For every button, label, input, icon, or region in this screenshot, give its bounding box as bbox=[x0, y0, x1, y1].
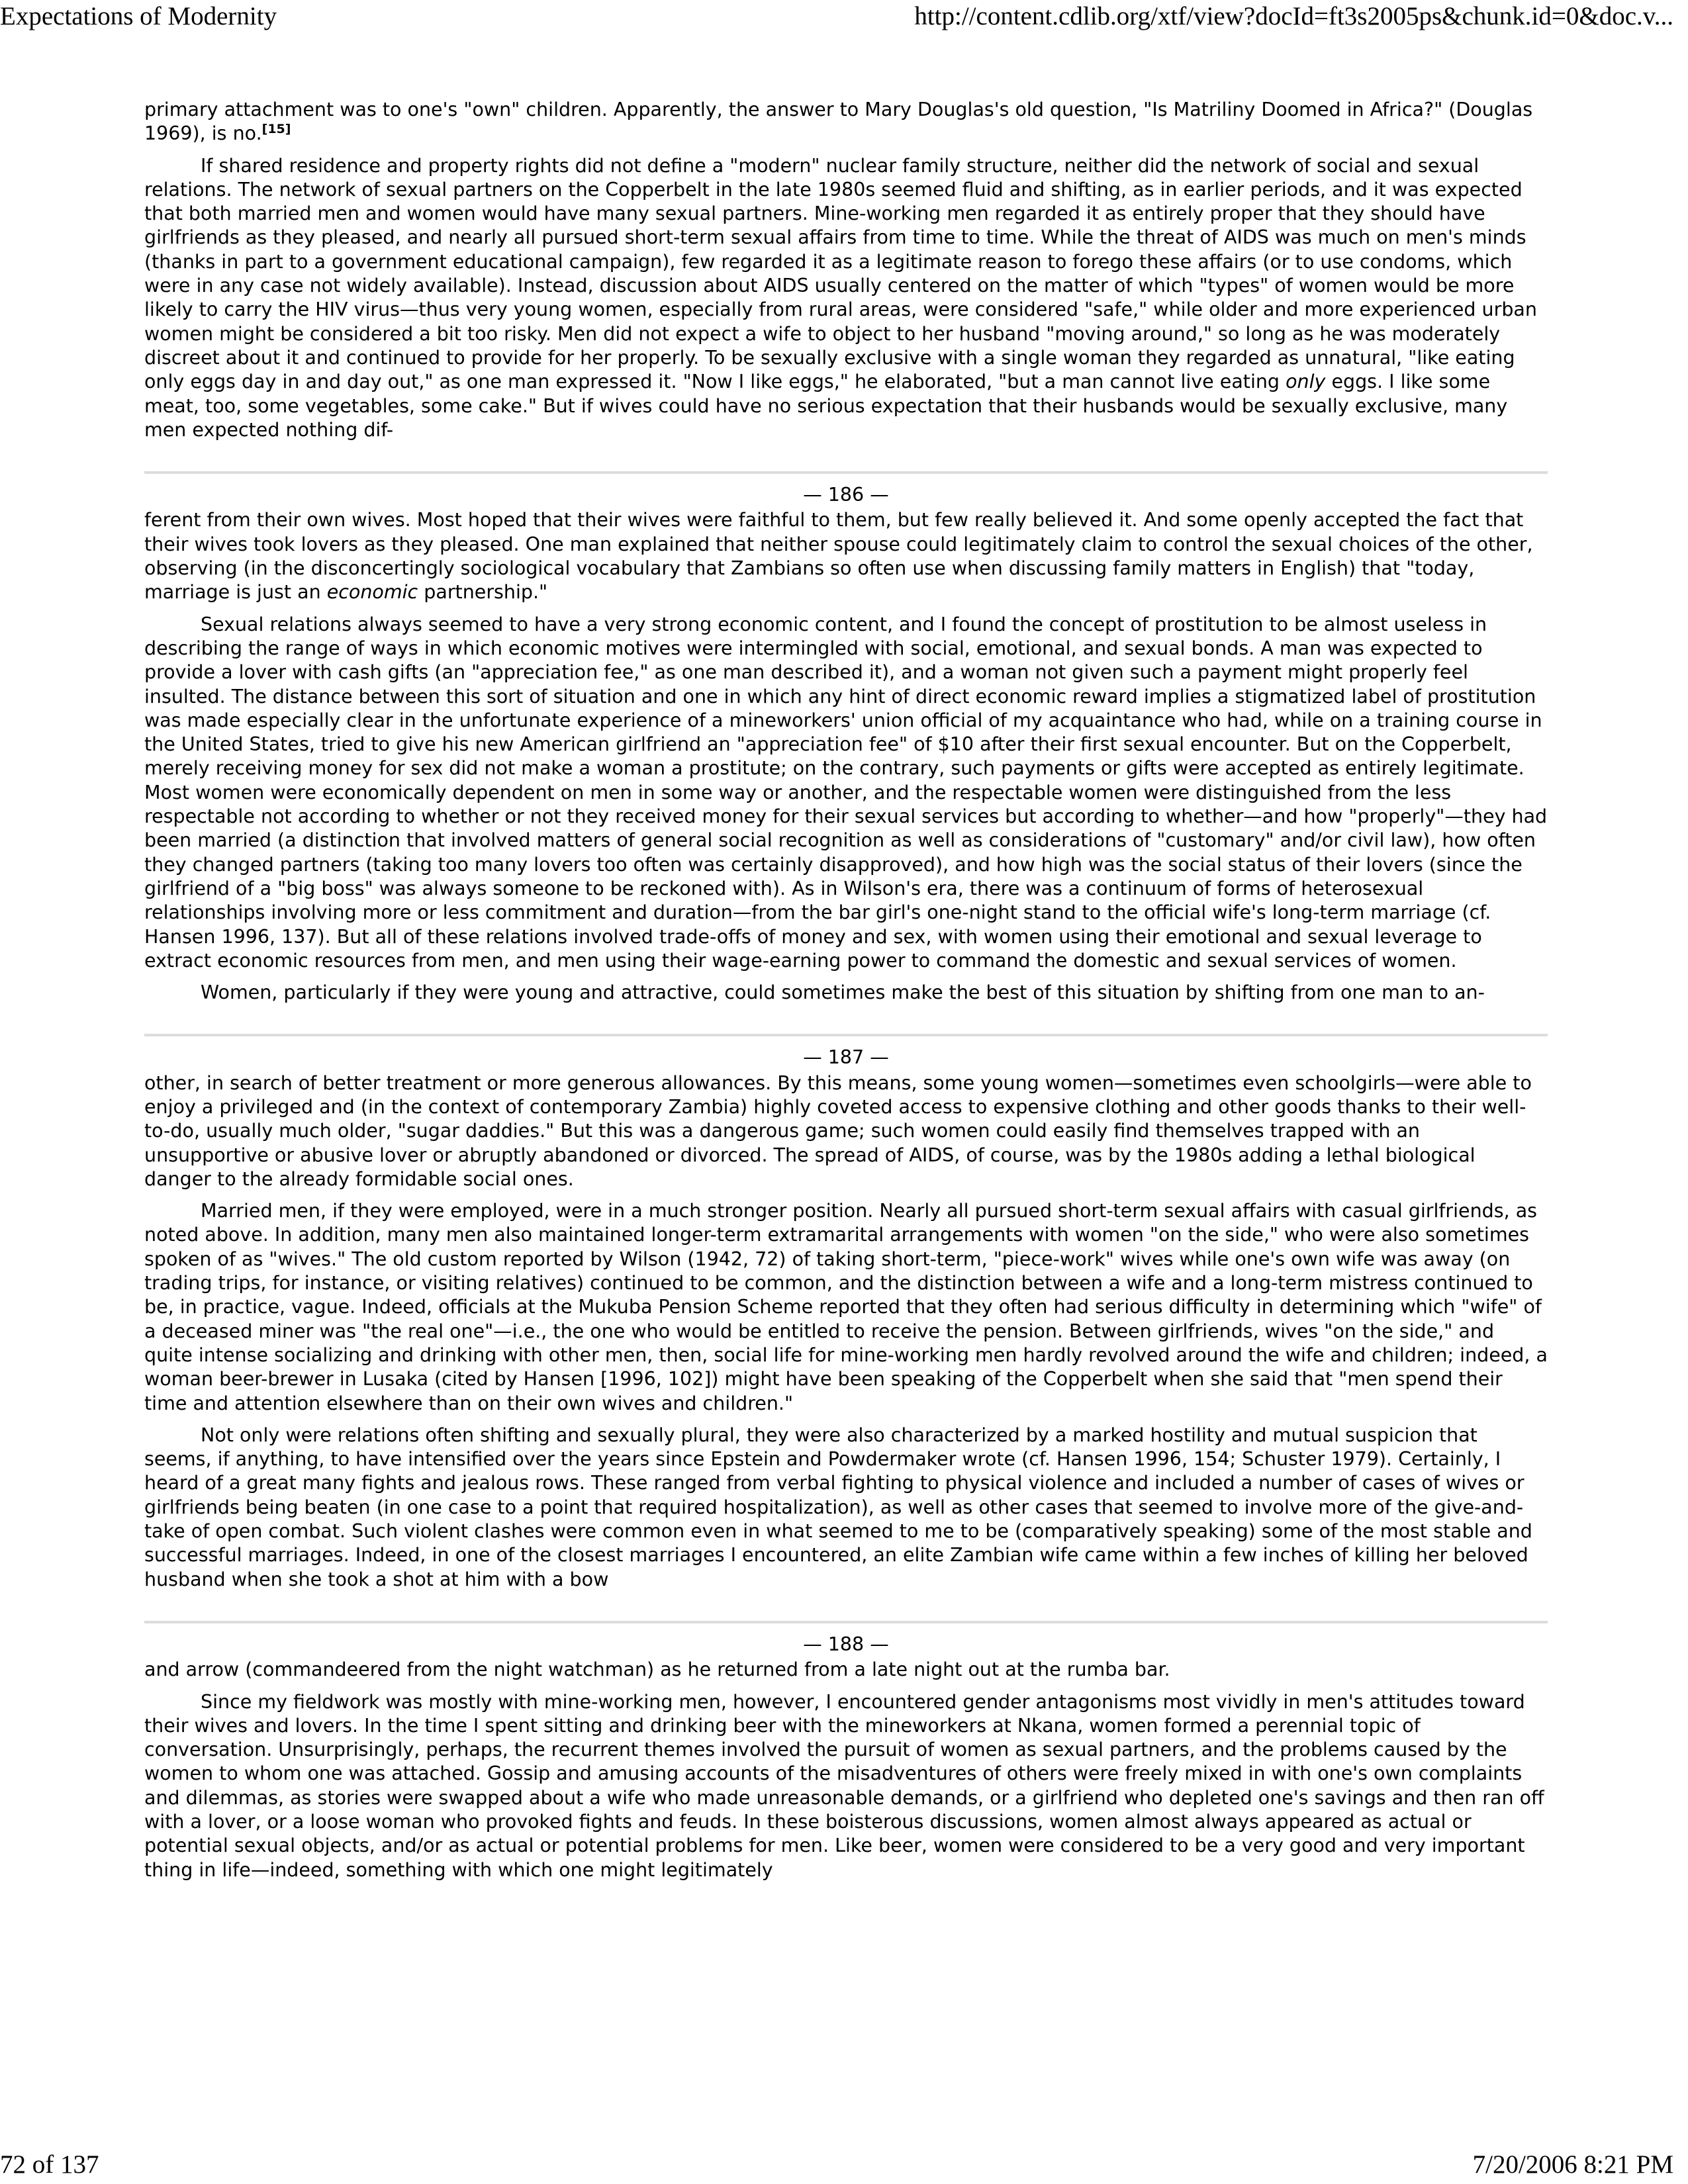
page-number: — 188 — bbox=[803, 1633, 889, 1655]
page-number: — 187 — bbox=[803, 1046, 889, 1069]
page-divider bbox=[144, 471, 1548, 474]
paragraph: Sexual relations always seemed to have a very strong economic content, and I found the concept of prostitution to be almost useless in describing the range of ways in which economic motives were intermingled with social, emotional, and sexual bonds. A man was expected to provide a lover with cash gifts (an "appreciation fee," as one man described it), and a woman not given such a payment might properly feel insulted. The distance between this sort of situation and one in which any hint of direct economic reward implies a stigmatized label of prostitution was made especially clear in the unfortunate experience of a mineworkers' union official of my acquaintance who had, while on a training course in the United States, tried to give his new American girlfriend an "appreciation fee" of $10 after their first sexual encounter. But on the Copperbelt, merely receiving money for sex did not make a woman a prostitute; on the contrary, such payments or gifts were accepted as entirely legitimate. Most women were economically dependent on men in some way or another, and the respectable women were distinguished from the less respectable not according to whether or not they received money for their sexual services but according to whether—and how "properly"—they had been married (a distinction that involved matters of general social recognition as well as considerations of "customary" and/or civil law), how often they changed partners (taking too many lovers too often was certainly disapproved), and how high was the social status of their lovers (since the girlfriend of a "big boss" was always someone to be reckoned with). As in Wilson's era, there was a continuum of forms of heterosexual relationships involving more or less commitment and duration—from the bar girl's one-night stand to the official wife's long-term marriage (cf. Hansen 1996, 137). But all of these relations involved trade-offs of money and sex, with women using their emotional and sexual leverage to extract economic resources from men, and men using their wage-earning power to command the domestic and sexual services of women. bbox=[144, 613, 1548, 972]
paragraph: ferent from their own wives. Most hoped that their wives were faithful to them, but few really believed it. And some openly accepted the fact that their wives took lovers as they pleased. One man explained that neither spouse could legitimately claim to control the sexual choices of the other, observing (in the disconcertingly sociological vocabulary that Zambians so often use when discussing family matters in English) that "today, marriage is just an economic partnership." bbox=[144, 509, 1533, 604]
paragraph: Not only were relations often shifting and sexually plural, they were also characterized by a marked hostility and mutual suspicion that seems, if anything, to have intensified over the years since Epstein and Powdermaker wrote (cf. Hansen 1996, 154; Schuster 1979). Certainly, I heard of a great many fights and jealous rows. These ranged from verbal fighting to physical violence and included a number of cases of wives or girlfriends being beaten (in one case to a point that required hospitalization), as well as other cases that seemed to involve more of the give-and-take of open combat. Such violent clashes were common even in what seemed to me to be (comparatively speaking) some of the most stable and successful marriages. Indeed, in one of the closest marriages I encountered, an elite Zambian wife came within a few inches of killing her beloved husband when she took a shot at him with a bow bbox=[144, 1424, 1532, 1590]
paragraph: and arrow (commandeered from the night watchman) as he returned from a late night out at the rumba bar. bbox=[144, 1659, 1170, 1681]
page-divider bbox=[144, 1034, 1548, 1036]
print-datetime: 7/20/2006 8:21 PM bbox=[1472, 2150, 1673, 2179]
paragraph: Women, particularly if they were young and attractive, could sometimes make the best of this situation by shifting from one man to an- bbox=[201, 981, 1485, 1004]
paragraph: If shared residence and property rights did not define a "modern" nuclear family structure, neither did the network of social and sexual relations. The network of sexual partners on the Copperbelt in the late 1980s seemed fluid and shifting, as in earlier periods, and it was expected that both married men and women would have many sexual partners. Mine-working men regarded it as entirely proper that they should have girlfriends as they pleased, and nearly all pursued short-term sexual affairs from time to time. While the threat of AIDS was much on men's minds (thanks in part to a government educational campaign), few regarded it as a legitimate reason to forego these affairs (or to use condoms, which were in any case not widely available). Instead, discussion about AIDS usually centered on the matter of which "types" of women would be more likely to carry the HIV virus—thus very young women, especially from rural areas, were considered "safe," while older and more experienced urban women might be considered a bit too risky. Men did not expect a wife to object to her husband "moving around," so long as he was moderately discreet about it and continued to provide for her properly. To be sexually exclusive with a single woman they regarded as unnatural, "like eating only eggs day in and day out," as one man expressed it. "Now I like eggs," he elaborated, "but a man cannot live eating only eggs. I like some meat, too, some vegetables, some cake." But if wives could have no serious expectation that their husbands would be sexually exclusive, many men expected nothing dif- bbox=[144, 154, 1537, 441]
footnote-link[interactable]: [15] bbox=[261, 122, 291, 137]
document-body bbox=[144, 98, 1548, 1890]
print-header bbox=[0, 0, 1688, 40]
paragraph: other, in search of better treatment or more generous allowances. By this means, some young women—sometimes even schoolgirls—were able to enjoy a privileged and (in the context of contemporary Zambia) highly coveted access to expensive clothing and other goods thanks to their well-to-do, usually much older, "sugar daddies." But this was a dangerous game; such women could easily find themselves trapped with an unsupportive or abusive lover or abruptly abandoned or divorced. The spread of AIDS, of course, was by the 1980s adding a lethal biological danger to the already formidable social ones. bbox=[144, 1071, 1532, 1190]
page-divider bbox=[144, 1621, 1548, 1623]
page-count: 72 of 137 bbox=[0, 2150, 99, 2179]
print-footer bbox=[0, 2148, 1688, 2184]
page-url: http://content.cdlib.org/xtf/view?docId=ft3s2005ps&chunk.id=0&doc.v... bbox=[914, 2, 1673, 30]
document-title: Expectations of Modernity bbox=[0, 2, 277, 30]
paragraph: Married men, if they were employed, were in a much stronger position. Nearly all pursued short-term sexual affairs with casual girlfriends, as noted above. In addition, many men also maintained longer-term extramarital arrangements with women "on the side," who were also sometimes spoken of as "wives." The old custom reported by Wilson (1942, 72) of taking short-term, "piece-work" wives while one's own wife was away (on trading trips, for instance, or visiting relatives) continued to be common, and the distinction between a wife and a long-term mistress continued to be, in practice, vague. Indeed, officials at the Mukuba Pension Scheme reported that they often had serious difficulty in determining which "wife" of a deceased miner was "the real one"—i.e., the one who would be entitled to receive the pension. Between girlfriends, wives "on the side," and quite intense socializing and drinking with other men, then, social life for mine-working men hardly revolved around the wife and children; indeed, a woman beer-brewer in Lusaka (cited by Hansen [1996, 102]) might have been speaking of the Copperbelt when she said that "men spend their time and attention elsewhere than on their own wives and children." bbox=[144, 1200, 1548, 1414]
paragraph: primary attachment was to one's "own" children. Apparently, the answer to Mary Douglas's old question, "Is Matriliny Doomed in Africa?" (Douglas 1969), is no.[15] bbox=[144, 99, 1533, 145]
page-number: — 186 — bbox=[803, 484, 889, 506]
paragraph: Since my fieldwork was mostly with mine-working men, however, I encountered gender antagonisms most vividly in men's attitudes toward their wives and lovers. In the time I spent sitting and drinking beer with the mineworkers at Nkana, women formed a perennial topic of conversation. Unsurprisingly, perhaps, the recurrent themes involved the pursuit of women as sexual partners, and the problems caused by the women to whom one was attached. Gossip and amusing accounts of the misadventures of others were freely mixed in with one's own complaints and dilemmas, as stories were swapped about a wife who made unreasonable demands, or a girlfriend who depleted one's savings and then ran off with a lover, or a loose woman who provoked fights and feuds. In these boisterous discussions, women almost always appeared as actual or potential sexual objects, and/or as actual or potential problems for men. Like beer, women were considered to be a very good and very important thing in life—indeed, something with which one might legitimately bbox=[144, 1690, 1544, 1881]
